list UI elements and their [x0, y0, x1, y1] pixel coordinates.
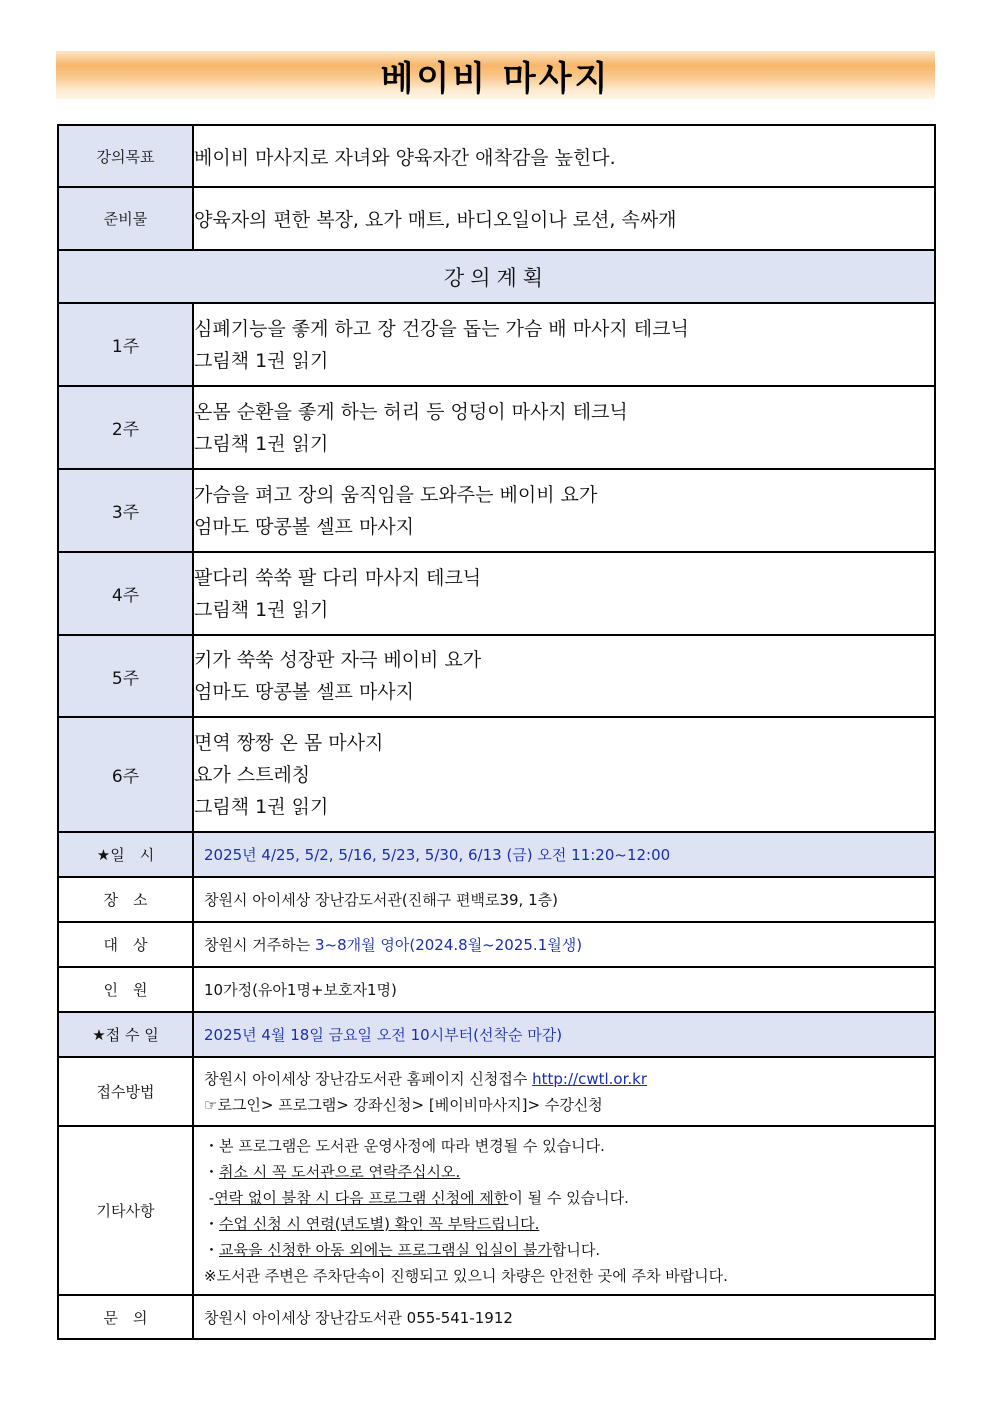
note-5-suffix: 합니다.: [551, 1240, 601, 1259]
note-2: [204, 1159, 934, 1185]
row-schedule: [58, 832, 935, 877]
supplies-label: 준비물: [58, 187, 193, 250]
note-6: ※도서관 주변은 주차단속이 진행되고 있으니 차량은 안전한 곳에 주차 바랍니다.: [204, 1266, 728, 1285]
schedule-label: ★일 시: [58, 832, 193, 877]
row-week-2: [58, 386, 935, 469]
dash: -: [204, 1188, 215, 1207]
week-content: [193, 469, 935, 552]
week-content: [193, 303, 935, 386]
method-line-2: ☞로그인> 프로그램> 강좌신청> [베이비마사지]> 수강신청: [204, 1095, 603, 1114]
week-line: 면역 짱짱 온 몸 마사지: [194, 731, 384, 754]
note-2-text: 취소 시 꼭 도서관으로 연락주십시오.: [219, 1162, 461, 1181]
row-method: [58, 1057, 935, 1126]
week-line: 그림책 1권 읽기: [194, 432, 329, 455]
note-1: ・본 프로그램은 도서관 운영사정에 따라 변경될 수 있습니다.: [204, 1136, 605, 1155]
title-banner: [56, 51, 935, 99]
row-reception-date: [58, 1012, 935, 1057]
row-notes: [58, 1126, 935, 1295]
row-week-6: [58, 717, 935, 832]
note-5: [204, 1237, 934, 1263]
note-3-suffix: 이 될 수 있습니다.: [508, 1188, 629, 1207]
week-line: 요가 스트레칭: [194, 763, 311, 786]
bullet: ・: [204, 1162, 220, 1181]
plan-header: 강의계획: [58, 250, 935, 303]
goal-label: 강의목표: [58, 125, 193, 187]
method-line-1: [204, 1066, 934, 1092]
week-content: [193, 552, 935, 635]
method-content: [193, 1057, 935, 1126]
week-line: 온몸 순환을 좋게 하는 허리 등 엉덩이 마사지 테크닉: [194, 400, 628, 423]
row-supplies: [58, 187, 935, 250]
contact-label: 문 의: [58, 1295, 193, 1339]
schedule-text: 2025년 4/25, 5/2, 5/16, 5/23, 5/30, 6/13 (금) 오전 11:20~12:00: [193, 832, 935, 877]
place-label: 장 소: [58, 877, 193, 922]
target-prefix: 창원시 거주하는: [204, 936, 315, 954]
row-week-1: [58, 303, 935, 386]
capacity-text: 10가정(유아1명+보호자1명): [193, 967, 935, 1012]
note-3-text: 연락 없이 불참 시 다음 프로그램 신청에 제한: [214, 1188, 509, 1207]
row-week-5: [58, 635, 935, 717]
method-label: 접수방법: [58, 1057, 193, 1126]
reception-text: 2025년 4월 18일 금요일 오전 10시부터(선착순 마감): [193, 1012, 935, 1057]
week-content: [193, 717, 935, 832]
week-line: 그림책 1권 읽기: [194, 795, 329, 818]
program-table: [57, 124, 936, 1340]
week-label: 5주: [58, 635, 193, 717]
notes-label: 기타사항: [58, 1126, 193, 1295]
bullet: ・: [204, 1240, 220, 1259]
week-label: 2주: [58, 386, 193, 469]
row-week-3: [58, 469, 935, 552]
week-line: 엄마도 땅콩볼 셀프 마사지: [194, 681, 415, 703]
week-label: 4주: [58, 552, 193, 635]
note-4-text: 수업 신청 시 연령(년도별) 확인 꼭 부탁드립니다.: [219, 1214, 540, 1233]
row-place: [58, 877, 935, 922]
supplies-text: 양육자의 편한 복장, 요가 매트, 바디오일이나 로션, 속싸개: [193, 187, 935, 250]
week-line: 그림책 1권 읽기: [194, 598, 329, 621]
homepage-link[interactable]: http://cwtl.or.kr: [532, 1069, 648, 1088]
note-5-text: 교육을 신청한 아동 외에는 프로그램실 입실이 불가: [219, 1240, 552, 1259]
week-label: 6주: [58, 717, 193, 832]
goal-text: 베이비 마사지로 자녀와 양육자간 애착감을 높힌다.: [193, 125, 935, 187]
week-line: 팔다리 쑥쑥 팔 다리 마사지 테크닉: [194, 566, 482, 589]
row-week-4: [58, 552, 935, 635]
week-content: [193, 635, 935, 717]
note-3: [204, 1185, 934, 1211]
target-highlight: 3~8개월 영아(2024.8월~2025.1월생): [314, 936, 583, 954]
note-4: [204, 1211, 934, 1237]
week-content: [193, 386, 935, 469]
contact-text: 창원시 아이세상 장난감도서관 055-541-1912: [193, 1295, 935, 1339]
reception-label: ★접 수 일: [58, 1012, 193, 1057]
week-label: 1주: [58, 303, 193, 386]
row-goal: [58, 125, 935, 187]
capacity-label: 인 원: [58, 967, 193, 1012]
notes-content: [193, 1126, 935, 1295]
place-text: 창원시 아이세상 장난감도서관(진해구 편백로39, 1층): [193, 877, 935, 922]
week-line: 가슴을 펴고 장의 움직임을 도와주는 베이비 요가: [194, 483, 598, 506]
row-target: [58, 922, 935, 967]
row-contact: [58, 1295, 935, 1339]
week-label: 3주: [58, 469, 193, 552]
method-prefix: 창원시 아이세상 장난감도서관 홈페이지 신청접수: [204, 1069, 533, 1088]
bullet: ・: [204, 1214, 220, 1233]
week-line: 엄마도 땅콩볼 셀프 마사지: [194, 515, 415, 538]
row-plan-header: [58, 250, 935, 303]
page-title: 베이비 마사지: [380, 58, 611, 99]
week-line: 키가 쑥쑥 성장판 자극 베이비 요가: [194, 649, 482, 671]
row-capacity: [58, 967, 935, 1012]
week-line: 그림책 1권 읽기: [194, 349, 329, 372]
week-line: 심폐기능을 좋게 하고 장 건강을 돕는 가슴 배 마사지 테크닉: [194, 317, 689, 340]
target-text: [193, 922, 935, 967]
target-label: 대 상: [58, 922, 193, 967]
